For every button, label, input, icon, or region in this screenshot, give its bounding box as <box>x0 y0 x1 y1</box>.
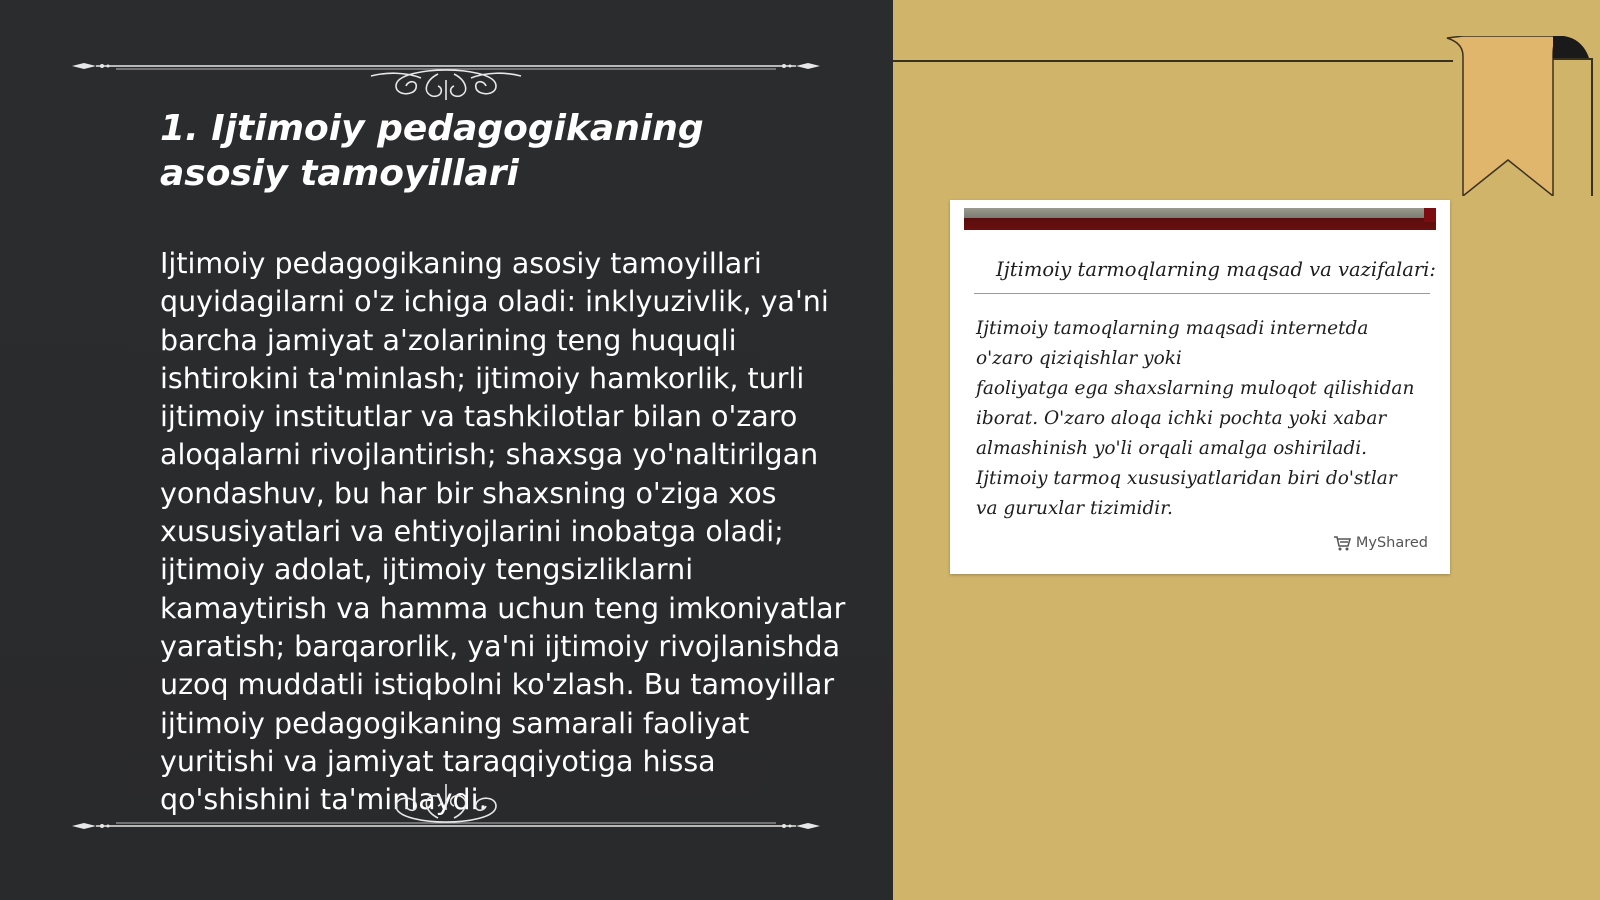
bottom-ornament-divider <box>66 784 826 844</box>
card-text-line: iborat. O'zaro aloqa ichki pochta yoki xabar <box>976 408 1387 429</box>
card-heading: Ijtimoiy tarmoqlarning maqsad va vazifalari: <box>996 258 1436 281</box>
decorative-line <box>893 60 1453 62</box>
card-text-line: o'zaro qiziqishlar yoki <box>976 348 1182 369</box>
myshared-brand <box>1333 534 1428 552</box>
brand-label: MyShared <box>1355 535 1428 551</box>
card-header-bar <box>964 208 1436 230</box>
bookmark-ribbon-icon <box>1433 36 1593 196</box>
card-text-line: va guruxlar tizimidir. <box>976 498 1173 519</box>
image-card <box>950 200 1450 574</box>
slide-body-text: Ijtimoiy pedagogikaning asosiy tamoyillari quyidagilarni o'z ichiga oladi: inklyuzivlik, ya'ni barcha jamiyat a'zolarining teng huquqli ishtirokini ta'minlash; ijtimoiy hamkorlik, turli ijtimoiy institutlar va tashkilotlar bilan o'zaro aloqalarni rivojlantirish; shaxsga yo'naltirilgan yondashuv, bu har bir shaxsning o'ziga xos xususiyatlari va ehtiyojlarini inobatga oladi; ijtimoiy adolat, ijtimoiy tengsizliklarni kamaytirish va hamma uchun teng imkoniyatlar yaratish; barqarorlik, ya'ni ijtimoiy rivojlanishda uzoq muddatli istiqbolni ko'zlash. Bu tamoyillar ijtimoiy pedagogikaning samarali faoliyat yuritishi va jamiyat taraqqiyotiga hissa qo'shishini ta'minlaydi. <box>160 247 846 817</box>
slide-right-panel <box>893 0 1600 900</box>
card-divider <box>974 293 1430 294</box>
card-text-line: faoliyatga ega shaxslarning muloqot qilishidan <box>976 378 1415 399</box>
card-header-bar-end <box>1424 208 1436 222</box>
shopping-cart-icon <box>1333 534 1351 552</box>
slide-title: 1. Ijtimoiy pedagogikaning asosiy tamoyillari <box>160 108 704 194</box>
card-text <box>976 314 1436 524</box>
top-ornament-divider <box>66 40 826 100</box>
card-text-line: almashinish yo'li orqali amalga oshiriladi. <box>976 438 1368 459</box>
card-text-line: Ijtimoiy tamoqlarning maqsadi internetda <box>976 318 1369 339</box>
card-text-line: Ijtimoiy tarmoq xususiyatlaridan biri do'stlar <box>976 468 1397 489</box>
